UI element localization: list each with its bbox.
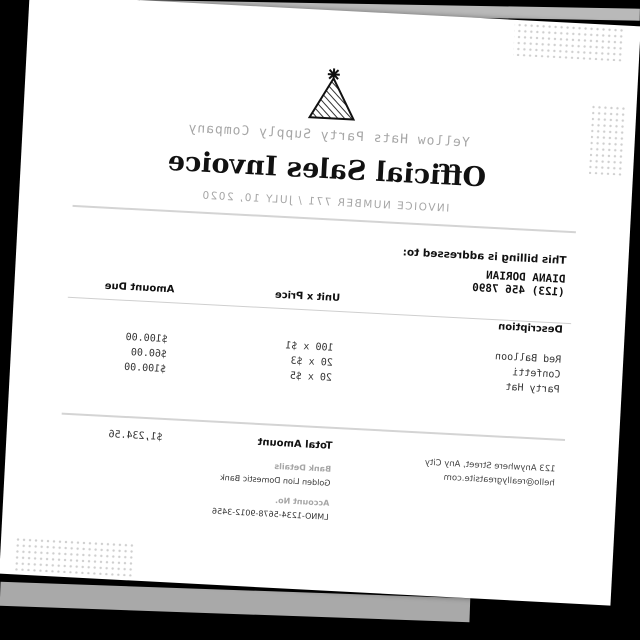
bank-details-label: Bank Details [274,461,332,474]
dot-pattern-bottom [13,536,135,576]
invoice-number: INVOICE NUMBER 771 / JULY 10, 2020 [200,189,450,215]
table-row-description: Confetti [512,367,561,381]
table-row-amount: $100.00 [123,361,167,376]
client-phone: (123) 456 7890 [471,280,566,299]
item-unit-prices [283,338,333,385]
column-header-unit-price: Unit x Price [274,289,341,305]
sender-email: hello@reallygreatsite.com [443,472,555,489]
table-row-unit-price: 20 x $5 [289,370,333,384]
invoice-title: Official Sales Invoice [166,145,487,194]
company-name: Yellow Hats Party Supply Company [187,120,471,151]
sender-address: 123 Anywhere Street, Any City [424,457,556,475]
item-amounts [124,330,168,377]
party-hat-icon [305,65,360,124]
item-descriptions [493,349,561,397]
column-header-amount-due: Amount Due [104,280,175,296]
bank-name: Golden Lion Domestic Bank [219,473,331,488]
dot-pattern-side [589,104,627,176]
table-row-description: Red Balloon [494,351,562,366]
sender-contact [424,456,556,491]
total-amount-value: $1,234.56 [108,429,163,443]
table-row-amount: $60.00 [130,347,168,361]
bank-details [188,455,331,524]
total-amount-label: Total Amount [257,436,333,452]
column-header-description: Description [497,321,564,336]
table-row-unit-price: 100 x $1 [285,340,334,354]
client-name: DIANA DORIAN [485,268,566,286]
dot-pattern-top [513,22,625,62]
client-info [472,268,566,299]
account-number: LMNO-1234-5678-9012-3456 [211,506,329,522]
table-row-amount: $100.00 [125,331,169,346]
billing-addressed-label: This billing is addressed to: [402,246,567,267]
table-row-description: Party Hat [505,381,560,396]
table-row-unit-price: 20 x $3 [290,355,333,369]
account-number-label: Account No. [274,495,330,508]
